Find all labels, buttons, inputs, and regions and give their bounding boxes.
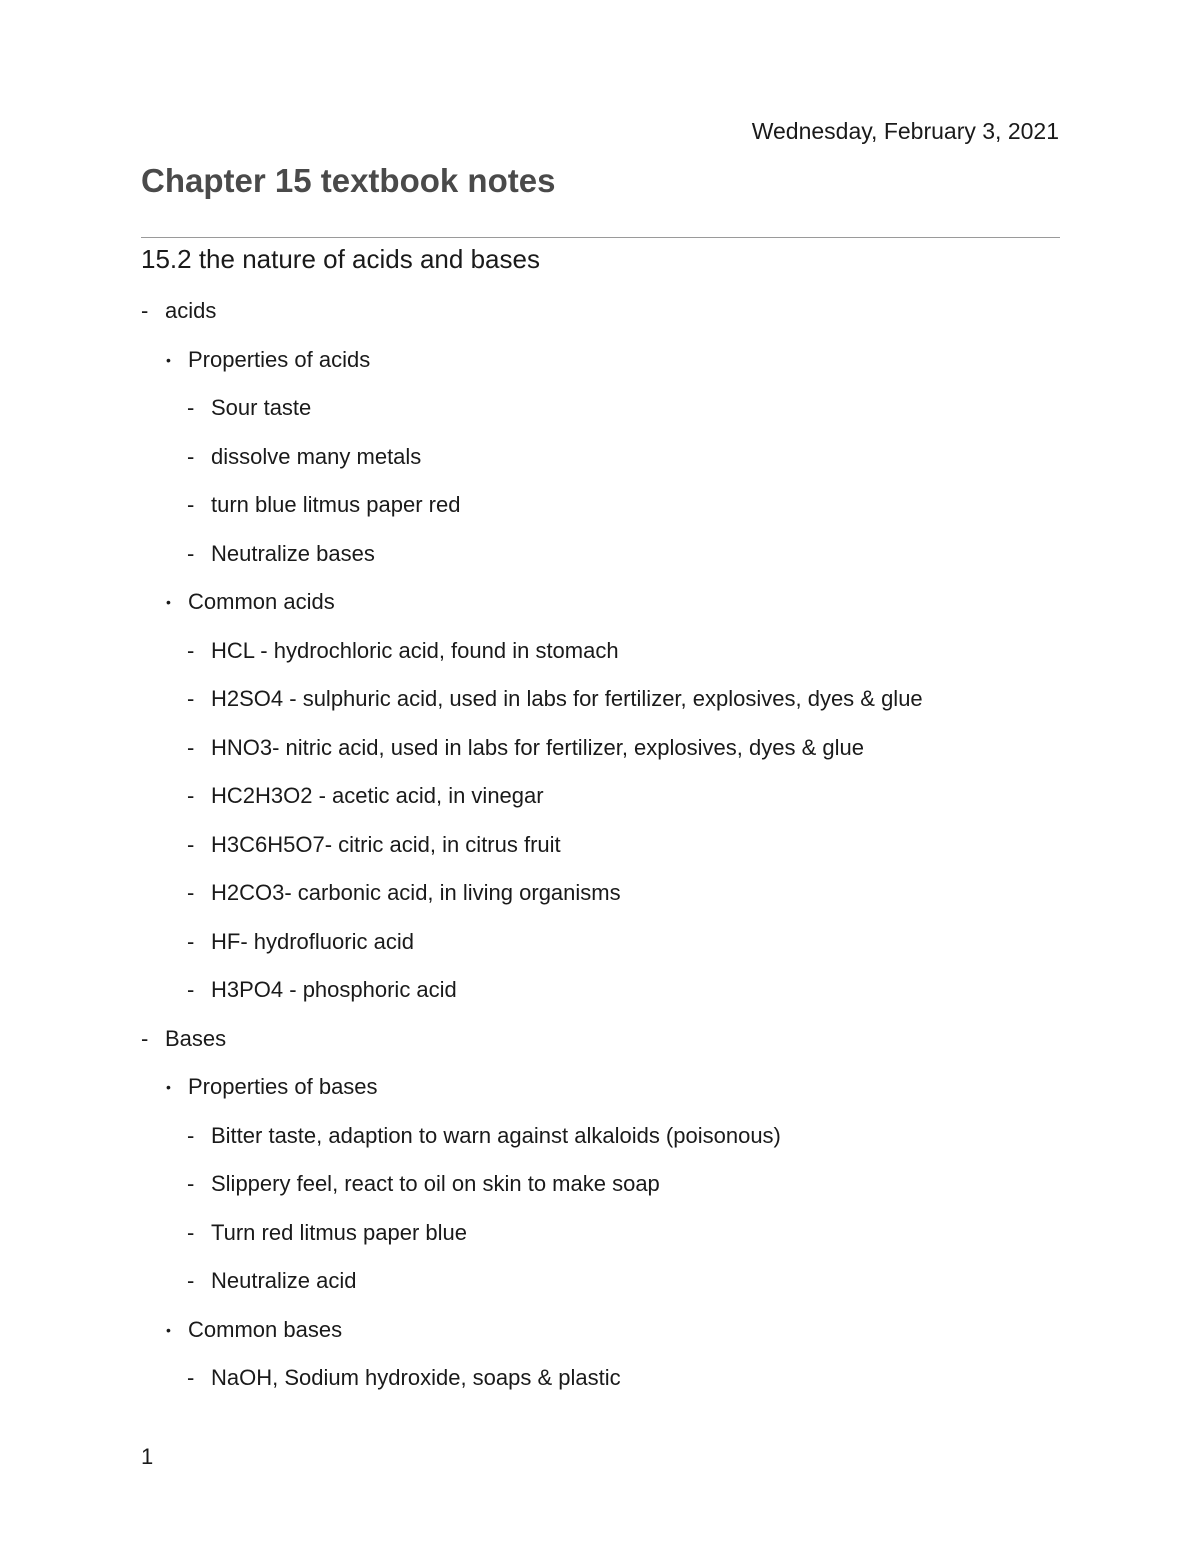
outline-item	[187, 1266, 357, 1296]
dash-icon	[187, 684, 211, 714]
outline-text: Neutralize bases	[211, 541, 375, 566]
section-heading: 15.2 the nature of acids and bases	[141, 244, 540, 274]
outline-text: turn blue litmus paper red	[211, 492, 461, 517]
dash-icon	[187, 1218, 211, 1248]
outline-text: Bases	[165, 1026, 227, 1051]
outline-text: H2SO4 - sulphuric acid, used in labs for fertilizer, explosives, dyes & glue	[211, 686, 923, 711]
outline-text: Common acids	[188, 589, 335, 614]
outline-item	[187, 733, 864, 763]
bullet-icon	[166, 345, 188, 375]
outline-text: HF- hydrofluoric acid	[211, 929, 414, 954]
dash-icon	[187, 781, 211, 811]
outline-item	[187, 1218, 467, 1248]
outline-item	[187, 539, 375, 569]
outline-item	[187, 684, 923, 714]
outline-topic	[141, 1024, 226, 1054]
dash-icon	[187, 1169, 211, 1199]
outline-text: Neutralize acid	[211, 1268, 357, 1293]
outline-subtopic	[166, 345, 370, 375]
outline-item	[187, 781, 544, 811]
dash-icon	[187, 539, 211, 569]
outline-item	[187, 490, 460, 520]
outline-item	[187, 442, 421, 472]
outline-item	[187, 1169, 660, 1199]
outline-text: Sour taste	[211, 395, 312, 420]
outline-text: HC2H3O2 - acetic acid, in vinegar	[211, 783, 544, 808]
bullet-icon	[166, 1315, 188, 1345]
outline-item	[187, 927, 414, 957]
outline-text: Bitter taste, adaption to warn against alkaloids (poisonous)	[211, 1123, 781, 1148]
dash-icon	[141, 296, 165, 326]
document-title: Chapter 15 textbook notes	[141, 162, 556, 199]
outline-text: HCL - hydrochloric acid, found in stomach	[211, 638, 619, 663]
dash-icon	[187, 975, 211, 1005]
outline-subtopic	[166, 1315, 342, 1345]
outline-item	[187, 975, 457, 1005]
dash-icon	[187, 636, 211, 666]
outline-text: H3PO4 - phosphoric acid	[211, 977, 457, 1002]
dash-icon	[187, 442, 211, 472]
outline-text: HNO3- nitric acid, used in labs for fertilizer, explosives, dyes & glue	[211, 735, 864, 760]
dash-icon	[187, 1121, 211, 1151]
dash-icon	[187, 927, 211, 957]
title-divider	[141, 237, 1060, 238]
dash-icon	[187, 1363, 211, 1393]
document-date: Wednesday, February 3, 2021	[751, 118, 1059, 144]
outline-text: Common bases	[188, 1317, 343, 1342]
outline-text: NaOH, Sodium hydroxide, soaps & plastic	[211, 1365, 621, 1390]
bullet-icon	[166, 587, 188, 617]
outline-text: Turn red litmus paper blue	[211, 1220, 467, 1245]
dash-icon	[187, 878, 211, 908]
dash-icon	[187, 490, 211, 520]
outline-item	[187, 878, 621, 908]
outline-subtopic	[166, 1072, 378, 1102]
outline-item	[187, 1363, 621, 1393]
dash-icon	[187, 393, 211, 423]
outline-item	[187, 393, 311, 423]
outline-text: Properties of bases	[188, 1074, 378, 1099]
outline-text: H2CO3- carbonic acid, in living organisms	[211, 880, 621, 905]
outline-item	[187, 636, 619, 666]
outline-text: Properties of acids	[188, 347, 371, 372]
outline-item	[187, 1121, 781, 1151]
page-number: 1	[141, 1444, 154, 1469]
dash-icon	[141, 1024, 165, 1054]
outline-text: acids	[165, 298, 217, 323]
outline-text: dissolve many metals	[211, 444, 422, 469]
outline-topic	[141, 296, 216, 326]
outline-text: H3C6H5O7- citric acid, in citrus fruit	[211, 832, 561, 857]
dash-icon	[187, 830, 211, 860]
dash-icon	[187, 1266, 211, 1296]
outline-text: Slippery feel, react to oil on skin to make soap	[211, 1171, 660, 1196]
bullet-icon	[166, 1072, 188, 1102]
dash-icon	[187, 733, 211, 763]
outline-item	[187, 830, 561, 860]
outline-subtopic	[166, 587, 335, 617]
